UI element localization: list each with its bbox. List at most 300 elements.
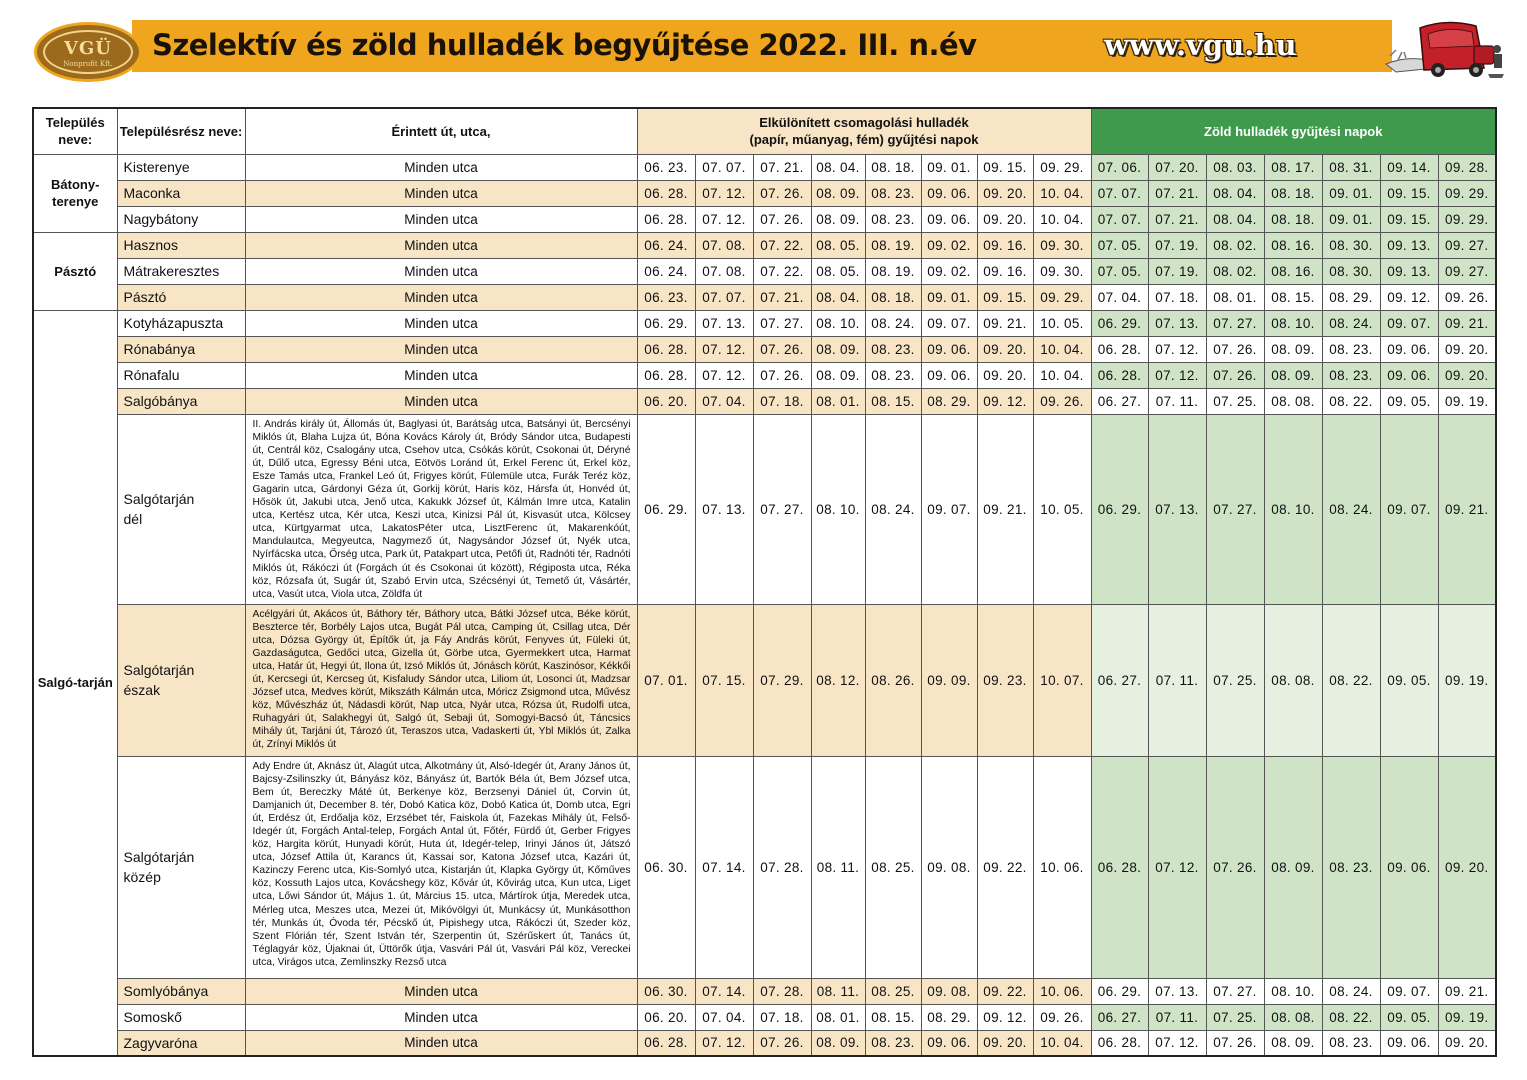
- green-waste-date: 07. 11.: [1148, 388, 1206, 414]
- header-green: Zöld hulladék gyűjtési napok: [1091, 108, 1496, 154]
- header-part: Településrész neve:: [117, 108, 245, 154]
- green-waste-date: 07. 25.: [1206, 388, 1264, 414]
- packaging-date: 08. 23.: [865, 1030, 921, 1056]
- green-waste-date: 08. 04.: [1206, 180, 1264, 206]
- table-row: [33, 258, 1496, 284]
- street-scope: Minden utca: [245, 232, 637, 258]
- collection-schedule-table: [32, 107, 1497, 1057]
- packaging-date: 06. 23.: [637, 154, 695, 180]
- table-row: [33, 336, 1496, 362]
- packaging-date: 10. 04.: [1033, 206, 1091, 232]
- green-waste-date: 08. 16.: [1264, 258, 1322, 284]
- green-waste-date: 07. 27.: [1206, 978, 1264, 1004]
- green-waste-date: 06. 28.: [1091, 336, 1148, 362]
- packaging-date: 06. 20.: [637, 388, 695, 414]
- green-waste-date: 09. 13.: [1380, 258, 1438, 284]
- green-waste-date: 07. 13.: [1148, 414, 1206, 604]
- packaging-date: 08. 25.: [865, 756, 921, 978]
- green-waste-date: 07. 07.: [1091, 180, 1148, 206]
- green-waste-date: 09. 28.: [1438, 154, 1496, 180]
- packaging-date: 09. 20.: [977, 206, 1033, 232]
- street-scope: Minden utca: [245, 978, 637, 1004]
- packaging-date: 10. 04.: [1033, 362, 1091, 388]
- green-waste-date: 08. 02.: [1206, 232, 1264, 258]
- packaging-date: 07. 15.: [695, 604, 753, 756]
- packaging-date: 07. 18.: [753, 388, 811, 414]
- green-waste-date: 07. 11.: [1148, 1004, 1206, 1030]
- green-waste-date: 08. 08.: [1264, 388, 1322, 414]
- green-waste-date: 09. 07.: [1380, 310, 1438, 336]
- table-row: [33, 604, 1496, 756]
- packaging-date: 07. 04.: [695, 388, 753, 414]
- packaging-date: 09. 08.: [921, 756, 977, 978]
- green-waste-date: 08. 17.: [1264, 154, 1322, 180]
- green-waste-date: 07. 11.: [1148, 604, 1206, 756]
- packaging-date: 07. 12.: [695, 1030, 753, 1056]
- green-waste-date: 06. 28.: [1091, 756, 1148, 978]
- packaging-date: 08. 10.: [811, 310, 865, 336]
- green-waste-date: 07. 25.: [1206, 1004, 1264, 1030]
- green-waste-date: 09. 29.: [1438, 180, 1496, 206]
- packaging-date: 08. 19.: [865, 232, 921, 258]
- packaging-date: 09. 07.: [921, 414, 977, 604]
- packaging-date: 09. 26.: [1033, 1004, 1091, 1030]
- packaging-date: 07. 13.: [695, 310, 753, 336]
- packaging-date: 08. 09.: [811, 362, 865, 388]
- garbage-truck-icon: [1376, 16, 1506, 82]
- settlement-part: Kisterenye: [117, 154, 245, 180]
- settlement-part: Kotyházapuszta: [117, 310, 245, 336]
- green-waste-date: 09. 06.: [1380, 1030, 1438, 1056]
- settlement-part: Rónafalu: [117, 362, 245, 388]
- packaging-date: 09. 20.: [977, 336, 1033, 362]
- packaging-date: 09. 20.: [977, 362, 1033, 388]
- green-waste-date: 09. 07.: [1380, 414, 1438, 604]
- street-scope: Minden utca: [245, 154, 637, 180]
- green-waste-date: 09. 15.: [1380, 206, 1438, 232]
- green-waste-date: 08. 18.: [1264, 206, 1322, 232]
- packaging-date: 09. 06.: [921, 206, 977, 232]
- table-row: [33, 1004, 1496, 1030]
- packaging-date: 07. 29.: [753, 604, 811, 756]
- packaging-date: 06. 24.: [637, 258, 695, 284]
- green-waste-date: 09. 19.: [1438, 388, 1496, 414]
- packaging-date: 09. 23.: [977, 604, 1033, 756]
- green-waste-date: 09. 20.: [1438, 336, 1496, 362]
- street-scope: Minden utca: [245, 206, 637, 232]
- packaging-date: 07. 14.: [695, 978, 753, 1004]
- table-row: [33, 756, 1496, 978]
- packaging-date: 08. 24.: [865, 310, 921, 336]
- green-waste-date: 09. 21.: [1438, 414, 1496, 604]
- packaging-date: 07. 22.: [753, 232, 811, 258]
- green-waste-date: 09. 06.: [1380, 362, 1438, 388]
- packaging-date: 07. 21.: [753, 284, 811, 310]
- packaging-date: 08. 09.: [811, 206, 865, 232]
- packaging-date: 07. 21.: [753, 154, 811, 180]
- packaging-date: 10. 04.: [1033, 336, 1091, 362]
- packaging-date: 08. 10.: [811, 414, 865, 604]
- packaging-date: 07. 27.: [753, 414, 811, 604]
- packaging-date: 06. 29.: [637, 310, 695, 336]
- header-packaging: [637, 108, 1091, 154]
- packaging-date: 09. 29.: [1033, 154, 1091, 180]
- packaging-date: 08. 11.: [811, 756, 865, 978]
- settlement-part: Salgótarján közép: [117, 756, 245, 978]
- green-waste-date: 07. 12.: [1148, 756, 1206, 978]
- logo-name: VGÜ: [63, 38, 113, 59]
- green-waste-date: 07. 21.: [1148, 180, 1206, 206]
- settlement-part: Pásztó: [117, 284, 245, 310]
- header-row: [33, 108, 1496, 154]
- packaging-date: 10. 05.: [1033, 414, 1091, 604]
- green-waste-date: 09. 21.: [1438, 978, 1496, 1004]
- green-waste-date: 08. 23.: [1322, 362, 1380, 388]
- packaging-date: 07. 28.: [753, 756, 811, 978]
- packaging-date: 08. 18.: [865, 284, 921, 310]
- packaging-date: 08. 18.: [865, 154, 921, 180]
- packaging-date: 09. 29.: [1033, 284, 1091, 310]
- packaging-date: 08. 15.: [865, 388, 921, 414]
- packaging-date: 10. 04.: [1033, 1030, 1091, 1056]
- green-waste-date: 08. 08.: [1264, 604, 1322, 756]
- packaging-date: 09. 16.: [977, 258, 1033, 284]
- green-waste-date: 08. 09.: [1264, 362, 1322, 388]
- green-waste-date: 08. 23.: [1322, 1030, 1380, 1056]
- packaging-date: 09. 01.: [921, 284, 977, 310]
- green-waste-date: 08. 29.: [1322, 284, 1380, 310]
- vgu-logo: [34, 22, 142, 82]
- green-waste-date: 06. 27.: [1091, 1004, 1148, 1030]
- table-row: [33, 206, 1496, 232]
- table-row: [33, 388, 1496, 414]
- green-waste-date: 09. 05.: [1380, 604, 1438, 756]
- packaging-date: 09. 06.: [921, 336, 977, 362]
- green-waste-date: 08. 24.: [1322, 978, 1380, 1004]
- green-waste-date: 09. 20.: [1438, 756, 1496, 978]
- table-row: [33, 232, 1496, 258]
- green-waste-date: 08. 30.: [1322, 232, 1380, 258]
- packaging-date: 09. 02.: [921, 258, 977, 284]
- green-waste-date: 09. 14.: [1380, 154, 1438, 180]
- settlement-part: Zagyvaróna: [117, 1030, 245, 1056]
- packaging-date: 06. 20.: [637, 1004, 695, 1030]
- packaging-date: 09. 08.: [921, 978, 977, 1004]
- settlement-part: Salgóbánya: [117, 388, 245, 414]
- green-waste-date: 07. 12.: [1148, 336, 1206, 362]
- packaging-date: 09. 20.: [977, 180, 1033, 206]
- page-title: Szelektív és zöld hulladék begyűjtése 2022. III. n.év: [152, 28, 977, 62]
- green-waste-date: 07. 26.: [1206, 336, 1264, 362]
- green-waste-date: 09. 13.: [1380, 232, 1438, 258]
- green-waste-date: 07. 06.: [1091, 154, 1148, 180]
- packaging-date: 08. 26.: [865, 604, 921, 756]
- green-waste-date: 07. 21.: [1148, 206, 1206, 232]
- packaging-date: 08. 19.: [865, 258, 921, 284]
- packaging-date: 08. 29.: [921, 1004, 977, 1030]
- green-waste-date: 08. 22.: [1322, 388, 1380, 414]
- packaging-date: 08. 11.: [811, 978, 865, 1004]
- green-waste-date: 08. 09.: [1264, 336, 1322, 362]
- packaging-date: 08. 04.: [811, 284, 865, 310]
- green-waste-date: 06. 28.: [1091, 362, 1148, 388]
- green-waste-date: 08. 10.: [1264, 978, 1322, 1004]
- table-row: [33, 154, 1496, 180]
- packaging-date: 09. 22.: [977, 978, 1033, 1004]
- green-waste-date: 07. 07.: [1091, 206, 1148, 232]
- green-waste-date: 07. 27.: [1206, 414, 1264, 604]
- green-waste-date: 08. 24.: [1322, 414, 1380, 604]
- green-waste-date: 06. 27.: [1091, 388, 1148, 414]
- street-list: II. András király út, Állomás út, Baglyasi út, Barátság utca, Batsányi út, Bercsényi Miklós út, Blaha Lujza út, Bóna Kovács Károly út, Bródy Sándor utca, Budapesti út, Centrál köz, Csalogány utca, Csehov utca, Csókás körút, Csokonai út, Déryné út, Dűlő utca, Egressy Béni utca, Eötvös Loránd út, Erkel Ferenc út, Erkel köz, Esze Tamás utca, Frankel Leó út, Frigyes körút, Fülemüle utca, Furák Teréz köz, Gagarin utca, Gárdonyi Géza út, Gorkij körút, Haris köz, Hársfa út, Honvéd út, Hősök út, Jakubi utca, Jenő utca, Kakukk József út, Kálmán Imre utca, Katalin utca, Kertész utca, Kér utca, Keszi utca, Kinizsi Pál út, Kisvasút utca, Kölcsey utca, Kürtgyarmat utca, LakatosPéter utca, LisztFerenc út, Makarenkóút, Mandulautca, Megyeutca, Nagymező út, Nagysándor József út, Nyék utca, Nyírfácska utca, Őrség utca, Park út, Patakpart utca, Petőfi út, Radnóti tér, Radnóti Miklós út, Rákóczi út (Forgách út és Csokonai út között), Régiposta utca, Réka köz, Rózsafa út, Sugár út, Szabó Ervin utca, Szécsényi út, Temető út, Vásártér, utca, Vasút utca, Viola utca, Zöldfa út: [245, 414, 637, 604]
- packaging-date: 08. 04.: [811, 154, 865, 180]
- green-waste-date: 07. 26.: [1206, 756, 1264, 978]
- packaging-date: 09. 02.: [921, 232, 977, 258]
- packaging-date: 09. 09.: [921, 604, 977, 756]
- green-waste-date: 09. 20.: [1438, 362, 1496, 388]
- packaging-date: 09. 21.: [977, 310, 1033, 336]
- green-waste-date: 08. 18.: [1264, 180, 1322, 206]
- packaging-date: 07. 07.: [695, 154, 753, 180]
- street-scope: Minden utca: [245, 258, 637, 284]
- packaging-date: 09. 30.: [1033, 258, 1091, 284]
- settlement-part: Salgótarján dél: [117, 414, 245, 604]
- packaging-date: 07. 26.: [753, 362, 811, 388]
- packaging-date: 06. 28.: [637, 206, 695, 232]
- table-row: [33, 978, 1496, 1004]
- packaging-date: 09. 06.: [921, 1030, 977, 1056]
- green-waste-date: 07. 18.: [1148, 284, 1206, 310]
- packaging-date: 07. 26.: [753, 336, 811, 362]
- packaging-date: 06. 29.: [637, 414, 695, 604]
- green-waste-date: 08. 04.: [1206, 206, 1264, 232]
- table-row: [33, 414, 1496, 604]
- green-waste-date: 06. 28.: [1091, 1030, 1148, 1056]
- packaging-date: 08. 05.: [811, 258, 865, 284]
- packaging-date: 09. 06.: [921, 362, 977, 388]
- packaging-date: 07. 13.: [695, 414, 753, 604]
- packaging-date: 09. 06.: [921, 180, 977, 206]
- packaging-date: 09. 20.: [977, 1030, 1033, 1056]
- town-name: Salgó-tarján: [33, 310, 117, 1056]
- packaging-date: 07. 28.: [753, 978, 811, 1004]
- green-waste-date: 06. 29.: [1091, 310, 1148, 336]
- packaging-date: 09. 26.: [1033, 388, 1091, 414]
- green-waste-date: 09. 19.: [1438, 1004, 1496, 1030]
- packaging-date: 08. 23.: [865, 336, 921, 362]
- packaging-date: 07. 27.: [753, 310, 811, 336]
- packaging-date: 06. 28.: [637, 362, 695, 388]
- logo-subtitle: Nonprofit Kft.: [63, 60, 113, 68]
- green-waste-date: 07. 04.: [1091, 284, 1148, 310]
- packaging-date: 07. 18.: [753, 1004, 811, 1030]
- packaging-date: 09. 15.: [977, 284, 1033, 310]
- green-waste-date: 07. 25.: [1206, 604, 1264, 756]
- packaging-date: 08. 23.: [865, 362, 921, 388]
- packaging-date: 07. 12.: [695, 336, 753, 362]
- packaging-date: 06. 23.: [637, 284, 695, 310]
- packaging-date: 08. 25.: [865, 978, 921, 1004]
- packaging-date: 08. 09.: [811, 180, 865, 206]
- green-waste-date: 07. 19.: [1148, 258, 1206, 284]
- packaging-date: 09. 12.: [977, 1004, 1033, 1030]
- street-scope: Minden utca: [245, 336, 637, 362]
- street-scope: Minden utca: [245, 284, 637, 310]
- packaging-date: 08. 24.: [865, 414, 921, 604]
- street-list: Ady Endre út, Aknász út, Alagút utca, Alkotmány út, Alsó-Idegér út, Arany János út, Bajcsy-Zsilinszky út, Bányász köz, Bányász út, Bartók Béla út, Bem József utca, Bem út, Bereczky Máté út, Berkenye köz, Berzsenyi Dániel út, Corvin út, Damjanich út, December 8. tér, Dobó Katica köz, Dobó Katica út, Domb utca, Egri út, Erdész út, Erdőalja köz, Erzsébet tér, Faiskola út, Fazekas Mihály út, Felső-Idegér út, Forgách Antal-telep, Forgách Antal út, Főtér, Fürdő út, Gerber Frigyes köz, Hargita körút, Hunyadi körút, Huta út, Idegér-telep, Irinyi János út, Játszó utca, József Attila út, Karancs út, Kassai sor, Katona József utca, Kazári út, Kazinczy Ferenc utca, Kis-Somlyó utca, Kistarján út, Klapka György út, Kőműves köz, Kossuth Lajos utca, Kovácshegy köz, Kővár út, Kővirág utca, Kun utca, Liget utca, Lőwi Sándor út, Május 1. út, Március 15. utca, Mártírok útja, Meredek utca, Mérleg utca, Meszes utca, Mezei út, Mikóvölgyi út, Munkácsy út, Munkásotthon tér, Munkás út, Óvoda tér, Pécskő út, Pipishegy utca, Rákóczi út, Szeder köz, Szent Flórián tér, Szent István tér, Szerpentin út, Szérűskert út, Tanács út, Téglagyár köz, Újaknai út, Üttörők útja, Vasvári Pál út, Vasvári Pál köz, Vereckei utca, Virágos utca, Zemlinszky Rezső utca: [245, 756, 637, 978]
- packaging-date: 09. 22.: [977, 756, 1033, 978]
- green-waste-date: 09. 01.: [1322, 180, 1380, 206]
- green-waste-date: 08. 03.: [1206, 154, 1264, 180]
- packaging-date: 08. 12.: [811, 604, 865, 756]
- packaging-date: 09. 21.: [977, 414, 1033, 604]
- green-waste-date: 09. 01.: [1322, 206, 1380, 232]
- green-waste-date: 08. 23.: [1322, 756, 1380, 978]
- header-banner: [22, 14, 1506, 86]
- packaging-date: 08. 29.: [921, 388, 977, 414]
- header-packaging-line2: (papír, műanyag, fém) gyűjtési napok: [749, 132, 979, 148]
- green-waste-date: 08. 10.: [1264, 310, 1322, 336]
- packaging-date: 10. 07.: [1033, 604, 1091, 756]
- green-waste-date: 09. 19.: [1438, 604, 1496, 756]
- green-waste-date: 08. 22.: [1322, 604, 1380, 756]
- table-row: [33, 362, 1496, 388]
- green-waste-date: 08. 24.: [1322, 310, 1380, 336]
- packaging-date: 09. 30.: [1033, 232, 1091, 258]
- settlement-part: Somoskő: [117, 1004, 245, 1030]
- green-waste-date: 07. 05.: [1091, 232, 1148, 258]
- settlement-part: Mátrakeresztes: [117, 258, 245, 284]
- packaging-date: 08. 09.: [811, 336, 865, 362]
- packaging-date: 09. 12.: [977, 388, 1033, 414]
- green-waste-date: 08. 08.: [1264, 1004, 1322, 1030]
- packaging-date: 06. 28.: [637, 1030, 695, 1056]
- green-waste-date: 08. 30.: [1322, 258, 1380, 284]
- green-waste-date: 08. 02.: [1206, 258, 1264, 284]
- packaging-date: 10. 06.: [1033, 978, 1091, 1004]
- packaging-date: 07. 04.: [695, 1004, 753, 1030]
- packaging-date: 06. 30.: [637, 978, 695, 1004]
- green-waste-date: 08. 23.: [1322, 336, 1380, 362]
- settlement-part: Somlyóbánya: [117, 978, 245, 1004]
- street-scope: Minden utca: [245, 1004, 637, 1030]
- green-waste-date: 09. 20.: [1438, 1030, 1496, 1056]
- green-waste-date: 08. 15.: [1264, 284, 1322, 310]
- packaging-date: 10. 05.: [1033, 310, 1091, 336]
- green-waste-date: 07. 12.: [1148, 1030, 1206, 1056]
- packaging-date: 08. 15.: [865, 1004, 921, 1030]
- green-waste-date: 09. 05.: [1380, 388, 1438, 414]
- packaging-date: 07. 26.: [753, 206, 811, 232]
- packaging-date: 07. 26.: [753, 1030, 811, 1056]
- green-waste-date: 08. 10.: [1264, 414, 1322, 604]
- green-waste-date: 08. 09.: [1264, 1030, 1322, 1056]
- street-scope: Minden utca: [245, 180, 637, 206]
- packaging-date: 06. 28.: [637, 336, 695, 362]
- green-waste-date: 07. 27.: [1206, 310, 1264, 336]
- website-link[interactable]: www.vgu.hu: [1104, 28, 1297, 62]
- green-waste-date: 09. 29.: [1438, 206, 1496, 232]
- table-row: [33, 310, 1496, 336]
- settlement-part: Maconka: [117, 180, 245, 206]
- header-town: Település neve:: [33, 108, 117, 154]
- packaging-date: 08. 23.: [865, 206, 921, 232]
- settlement-part: Hasznos: [117, 232, 245, 258]
- packaging-date: 07. 07.: [695, 284, 753, 310]
- packaging-date: 08. 23.: [865, 180, 921, 206]
- header-street: Érintett út, utca,: [245, 108, 637, 154]
- packaging-date: 07. 14.: [695, 756, 753, 978]
- green-waste-date: 07. 13.: [1148, 978, 1206, 1004]
- settlement-part: Nagybátony: [117, 206, 245, 232]
- settlement-part: Rónabánya: [117, 336, 245, 362]
- packaging-date: 09. 07.: [921, 310, 977, 336]
- packaging-date: 08. 01.: [811, 388, 865, 414]
- green-waste-date: 09. 06.: [1380, 756, 1438, 978]
- packaging-date: 07. 26.: [753, 180, 811, 206]
- green-waste-date: 09. 27.: [1438, 258, 1496, 284]
- green-waste-date: 09. 26.: [1438, 284, 1496, 310]
- green-waste-date: 07. 19.: [1148, 232, 1206, 258]
- packaging-date: 06. 28.: [637, 180, 695, 206]
- green-waste-date: 09. 05.: [1380, 1004, 1438, 1030]
- packaging-date: 10. 04.: [1033, 180, 1091, 206]
- green-waste-date: 07. 20.: [1148, 154, 1206, 180]
- green-waste-date: 06. 29.: [1091, 414, 1148, 604]
- green-waste-date: 07. 26.: [1206, 1030, 1264, 1056]
- table-row: [33, 284, 1496, 310]
- packaging-date: 08. 05.: [811, 232, 865, 258]
- packaging-date: 07. 12.: [695, 206, 753, 232]
- packaging-date: 07. 22.: [753, 258, 811, 284]
- green-waste-date: 08. 09.: [1264, 756, 1322, 978]
- town-name: Bátony-terenye: [33, 154, 117, 232]
- packaging-date: 07. 08.: [695, 258, 753, 284]
- green-waste-date: 08. 01.: [1206, 284, 1264, 310]
- street-list: Acélgyári út, Akácos út, Báthory tér, Báthory utca, Bátki József utca, Béke körút, Beszterce tér, Borbély Lajos utca, Bugát Pál utca, Camping út, Csillag utca, Dér utca, Dózsa György út, Építők út, ja Fáy András körút, Fenyves út, Füleki út, Gazdaságutca, Gedőci utca, Gizella út, Görbe utca, Gyermekkert utca, Harmat utca, Határ út, Hegyi út, Ilona út, Izsó Miklós út, Jónásch körút, Kaszinósor, Kékkői út, Kercsegi út, Kercseg út, Kisfaludy Sándor utca, Liliom út, Losonci út, Madzsar József utca, Medves körút, Mikszáth Kálmán utca, Móricz Zsigmond utca, Művész köz, Művészház út, Nádasdi körút, Nap utca, Nyár utca, Rózsa út, Rudolfi utca, Ruhagyári út, Salakhegyi út, Salgó út, Sebaji út, Somogyi-Bacsó út, Táncsics Mihály út, Tarjáni út, Tározó út, Teraszos utca, Vadaskerti út, Ybl Miklós út, Zalka út, Zrínyi Miklós út: [245, 604, 637, 756]
- green-waste-date: 06. 27.: [1091, 604, 1148, 756]
- green-waste-date: 07. 12.: [1148, 362, 1206, 388]
- green-waste-date: 09. 15.: [1380, 180, 1438, 206]
- green-waste-date: 06. 29.: [1091, 978, 1148, 1004]
- green-waste-date: 08. 22.: [1322, 1004, 1380, 1030]
- packaging-date: 06. 24.: [637, 232, 695, 258]
- street-scope: Minden utca: [245, 388, 637, 414]
- green-waste-date: 08. 31.: [1322, 154, 1380, 180]
- settlement-part: Salgótarján észak: [117, 604, 245, 756]
- packaging-date: 10. 06.: [1033, 756, 1091, 978]
- packaging-date: 07. 01.: [637, 604, 695, 756]
- street-scope: Minden utca: [245, 362, 637, 388]
- packaging-date: 09. 15.: [977, 154, 1033, 180]
- town-name: Pásztó: [33, 232, 117, 310]
- packaging-date: 07. 12.: [695, 180, 753, 206]
- packaging-date: 07. 08.: [695, 232, 753, 258]
- table-row: [33, 1030, 1496, 1056]
- street-scope: Minden utca: [245, 1030, 637, 1056]
- packaging-date: 09. 01.: [921, 154, 977, 180]
- green-waste-date: 09. 21.: [1438, 310, 1496, 336]
- packaging-date: 07. 12.: [695, 362, 753, 388]
- packaging-date: 08. 09.: [811, 1030, 865, 1056]
- green-waste-date: 08. 16.: [1264, 232, 1322, 258]
- green-waste-date: 09. 12.: [1380, 284, 1438, 310]
- table-row: [33, 180, 1496, 206]
- green-waste-date: 07. 26.: [1206, 362, 1264, 388]
- green-waste-date: 07. 13.: [1148, 310, 1206, 336]
- packaging-date: 06. 30.: [637, 756, 695, 978]
- street-scope: Minden utca: [245, 310, 637, 336]
